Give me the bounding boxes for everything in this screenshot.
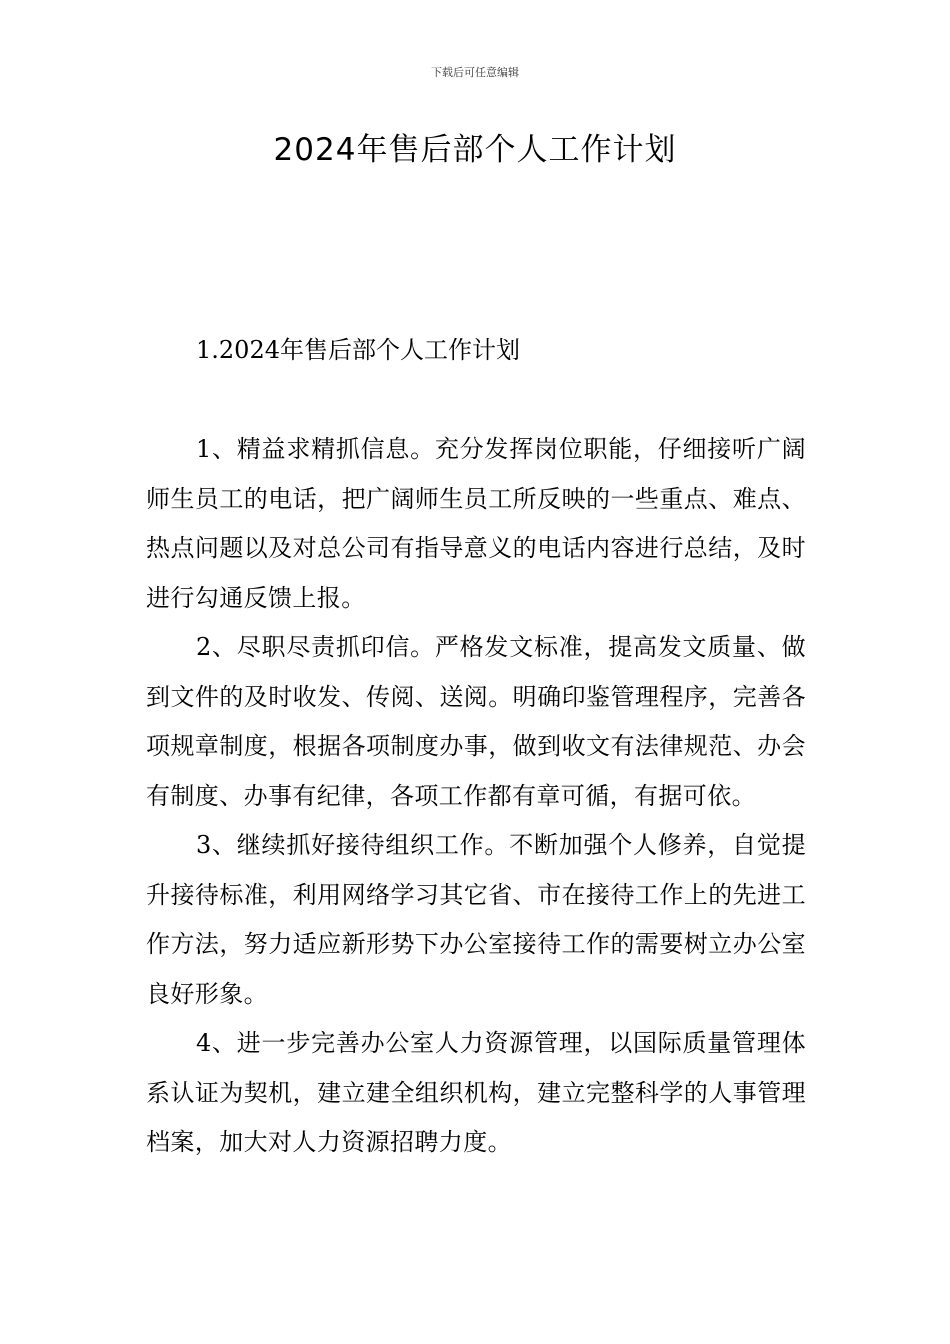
paragraph-1: 1、精益求精抓信息。充分发挥岗位职能，仔细接听广阔师生员工的电话，把广阔师生员工所反映的一些重点、难点、热点问题以及对总公司有指导意义的电话内容进行总结，及时进行勾通反馈上报。 <box>146 435 806 612</box>
header-note: 下载后可任意编辑 <box>431 66 519 79</box>
paragraph-2: 2、尽职尽责抓印信。严格发文标准，提高发文质量、做到文件的及时收发、传阅、送阅。明确印鉴管理程序，完善各项规章制度，根据各项制度办事，做到收文有法律规范、办会有制度、办事有纪律，各项工作都有章可循，有据可依。 <box>146 633 806 810</box>
section-heading: 1.2024年售后部个人工作计划 <box>196 336 520 364</box>
paragraph-3: 3、继续抓好接待组织工作。不断加强个人修养，自觉提升接待标准，利用网络学习其它省、市在接待工作上的先进工作方法，努力适应新形势下办公室接待工作的需要树立办公室良好形象。 <box>146 831 806 1008</box>
paragraph-4: 4、进一步完善办公室人力资源管理，以国际质量管理体系认证为契机，建立建全组织机构，建立完整科学的人事管理档案，加大对人力资源招聘力度。 <box>146 1029 806 1156</box>
document-body <box>146 425 806 1168</box>
document-title: 2024年售后部个人工作计划 <box>273 132 677 168</box>
